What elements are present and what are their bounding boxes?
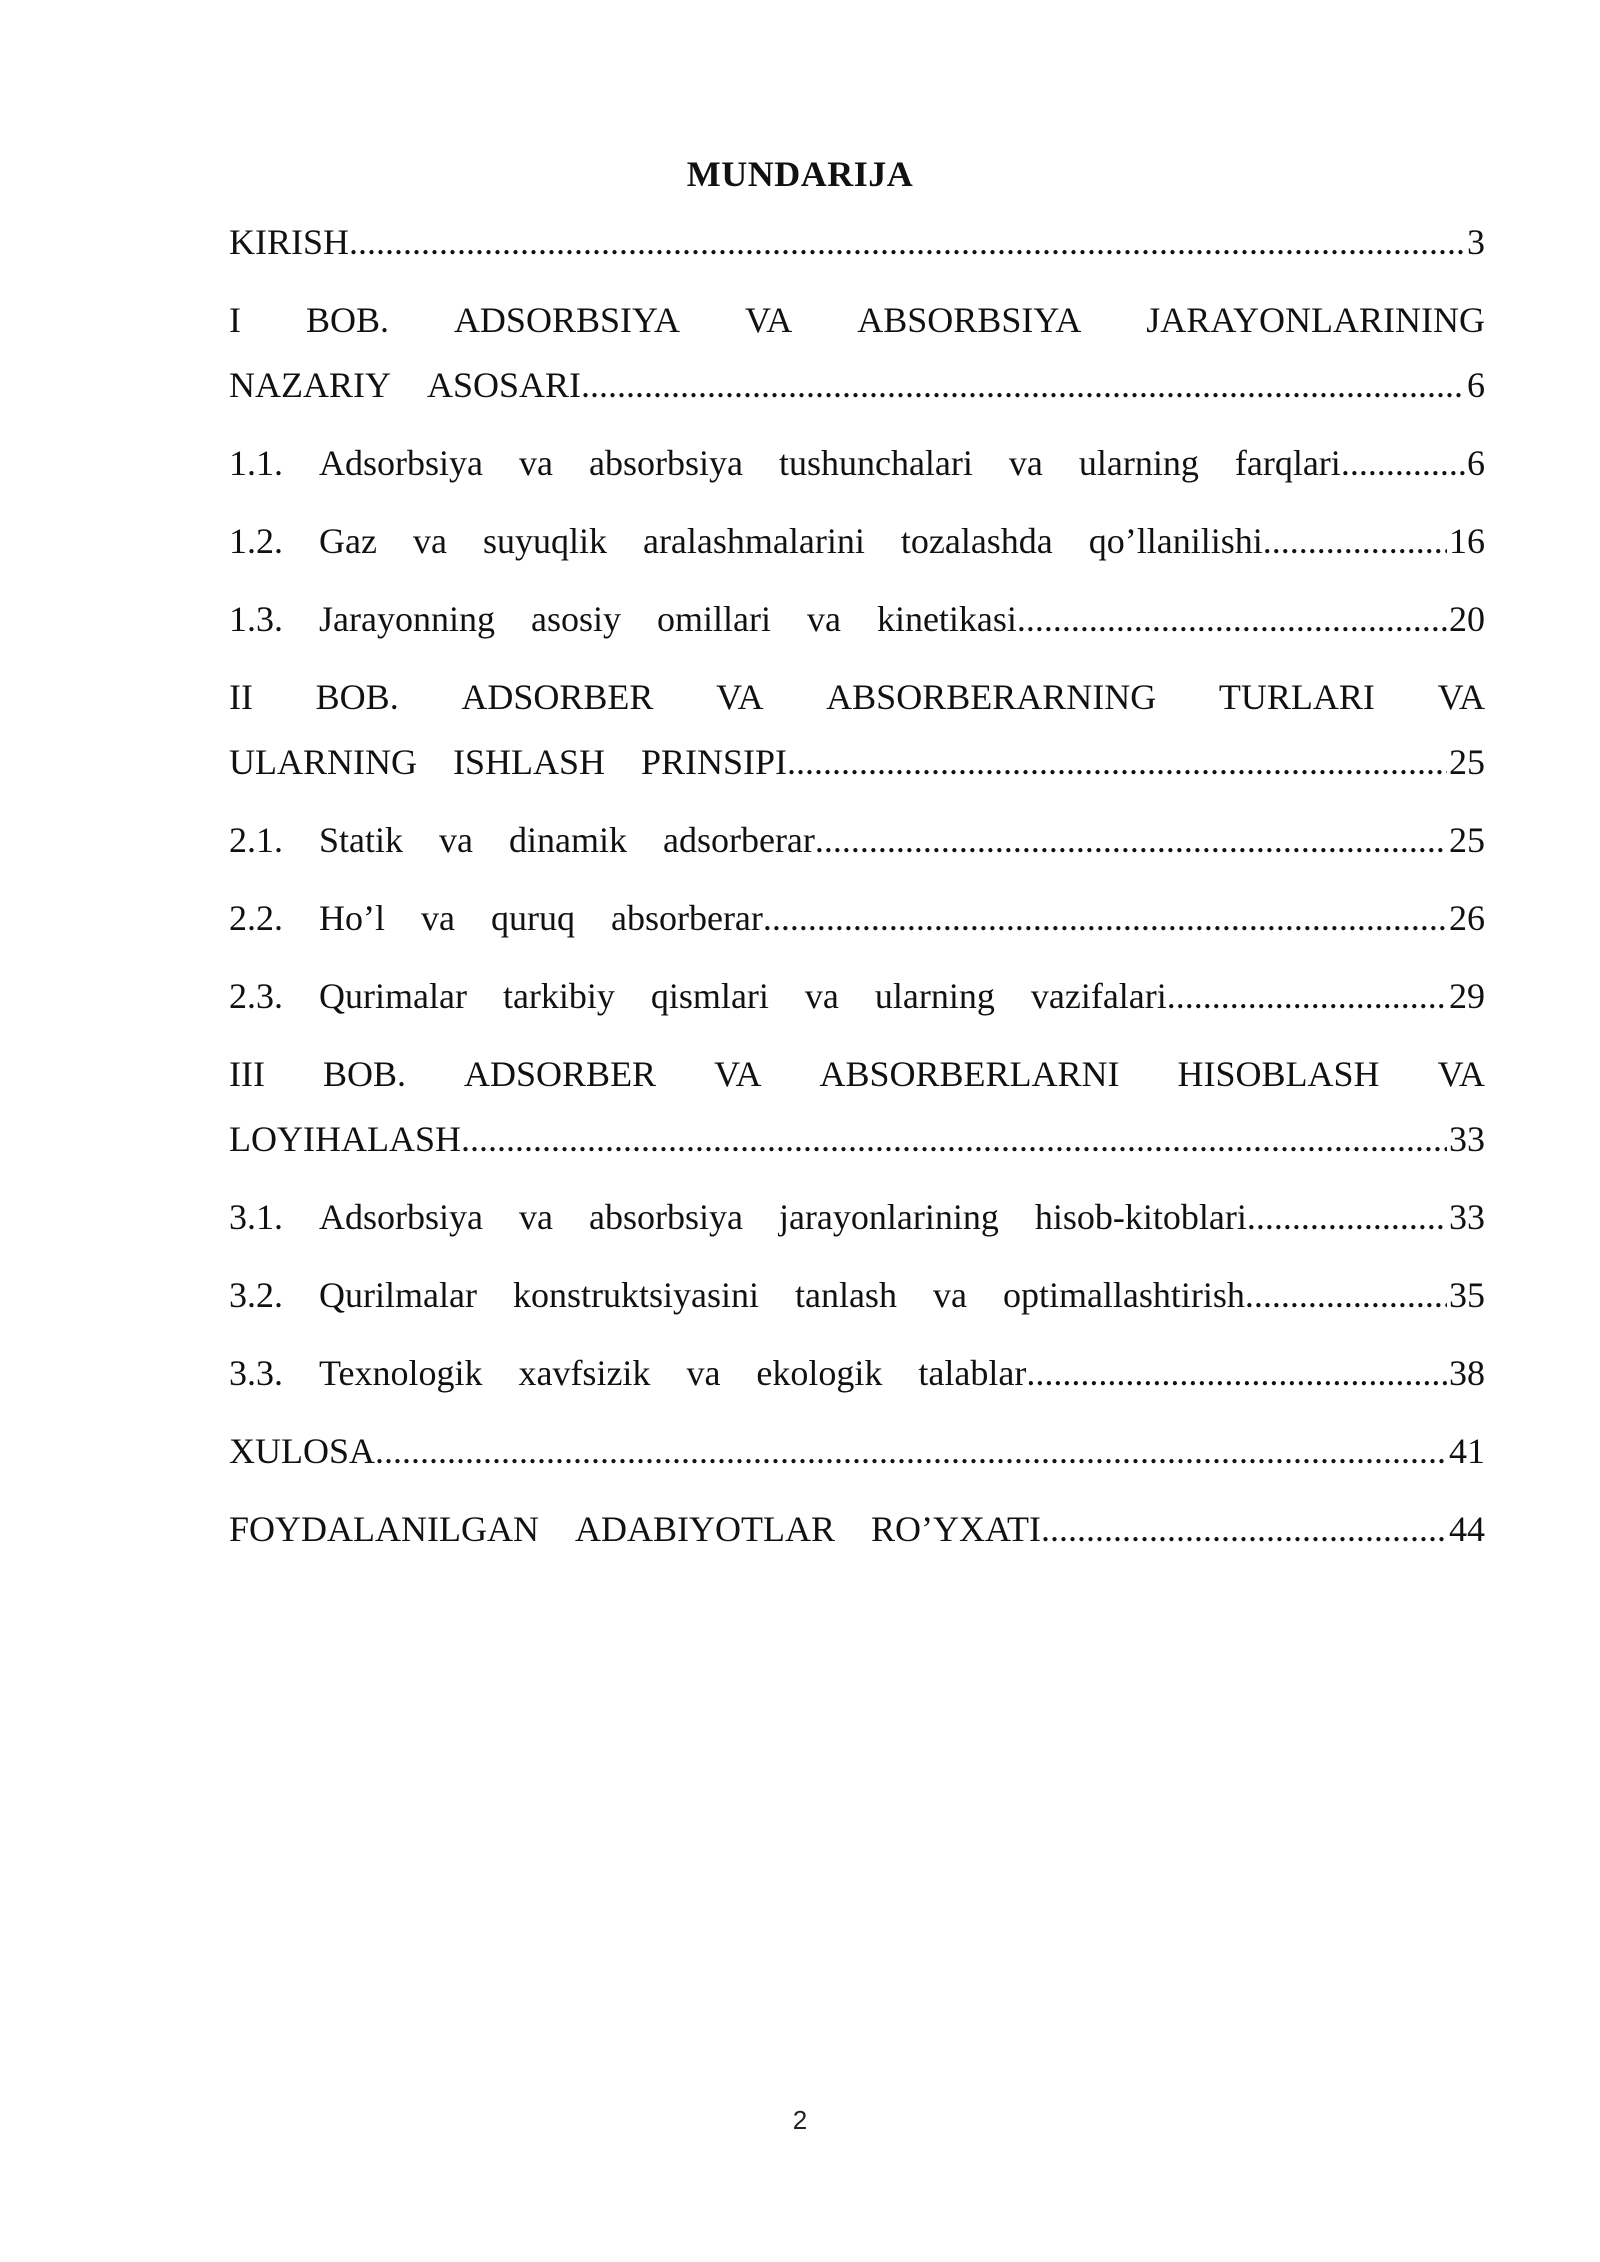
toc-entry-text [229,808,815,873]
toc-word: va [439,820,473,860]
toc-word: asosiy [530,599,621,639]
toc-entry[interactable] [229,210,1485,275]
entry-gap [229,275,1485,288]
toc-word: va [519,1197,553,1237]
toc-word: Texnologik [319,1353,483,1393]
toc-entry-line [229,730,1485,795]
toc-entry-text [229,886,763,951]
toc-word: 2.1. [229,820,283,860]
toc-entry-text [229,431,1341,496]
toc-word: optimallashtirish [1002,1275,1245,1315]
toc-word: va [804,976,839,1016]
toc-entry[interactable] [229,886,1485,951]
toc-word: BOB. [305,300,389,340]
toc-entry-text [229,1185,1247,1250]
toc-word: II [229,677,253,717]
toc-entry-text [229,353,581,418]
toc-page-number: 20 [1449,599,1485,639]
toc-entry-text [229,1341,1026,1406]
toc-entry-text [229,509,1263,574]
toc-word: va [421,898,455,938]
toc-word: va [519,443,553,483]
toc-word: va [412,521,447,561]
dot-leader [815,808,1447,873]
dot-leader [1341,431,1465,496]
toc-word: VA [716,677,764,717]
toc-word: PRINSIPI [641,742,788,782]
toc-entry[interactable] [229,288,1485,418]
toc-entry[interactable] [229,964,1485,1029]
toc-page-number: 6 [1467,443,1485,483]
toc-entry-text [229,1497,1041,1562]
toc-word: Jarayonning [319,599,495,639]
toc-word: ABSORBERARNING [826,677,1157,717]
toc-entry[interactable] [229,1185,1485,1250]
toc-word: farqlari [1234,443,1341,483]
toc-word: 3.1. [229,1197,283,1237]
toc-word: RO’YXATI [870,1509,1041,1549]
toc-entry-text [229,730,787,795]
toc-word: HISOBLASH [1177,1054,1380,1094]
toc-page-number: 29 [1449,976,1485,1016]
toc-page-number: 44 [1449,1509,1485,1549]
toc-entry-text [229,288,1485,353]
toc-entry-text [229,964,1167,1029]
toc-word: aralashmalarini [642,521,865,561]
toc-word: ABSORBERLARNI [819,1054,1120,1094]
toc-word: BOB. [322,1054,407,1094]
toc-word: 1.3. [229,599,283,639]
toc-word: ABSORBSIYA [857,300,1082,340]
toc-word: adsorberar [662,820,815,860]
dot-leader [461,1107,1447,1172]
entry-gap [229,1484,1485,1497]
toc-word: omillari [656,599,771,639]
dot-leader [787,730,1447,795]
toc-word: qo’llanilishi [1088,521,1263,561]
toc-word: va [932,1275,967,1315]
toc-word: Statik [319,820,404,860]
toc-word: va [686,1353,721,1393]
toc-word: III [229,1054,265,1094]
toc-word: 2.3. [229,976,283,1016]
toc-word: VA [744,300,793,340]
dot-leader [1247,1185,1447,1250]
toc-page-number: 3 [1467,222,1485,262]
toc-word: 1.2. [229,521,283,561]
dot-leader [1026,1341,1447,1406]
toc-entry-line [229,1185,1485,1250]
toc-word: 3.3. [229,1353,283,1393]
entry-gap [229,795,1485,808]
entry-gap [229,1250,1485,1263]
toc-entry-line [229,964,1485,1029]
dot-leader [375,1419,1447,1484]
toc-entry[interactable] [229,509,1485,574]
dot-leader [1263,509,1447,574]
entry-gap [229,418,1485,431]
toc-page-number: 33 [1449,1197,1485,1237]
toc-word: kinetikasi [876,599,1017,639]
toc-entry-text [229,665,1485,730]
entry-gap [229,1029,1485,1042]
toc-word: ularning [874,976,995,1016]
toc-entry[interactable] [229,1263,1485,1328]
toc-word: ADABIYOTLAR [574,1509,835,1549]
toc-entry-text [229,1042,1485,1107]
dot-leader [1041,1497,1447,1562]
toc-word: dinamik [509,820,627,860]
toc-word: FOYDALANILGAN [229,1509,539,1549]
toc-entry-text [229,587,1017,652]
toc-word: suyuqlik [482,521,607,561]
toc-title: MUNDARIJA [686,154,914,194]
toc-word: ULARNING [229,742,417,782]
toc-page-number: 25 [1449,742,1485,782]
toc-word: ADSORBSIYA [453,300,680,340]
toc-entry-line [229,288,1485,353]
toc-word: LOYIHALASH [229,1119,461,1159]
toc-entry-line [229,509,1485,574]
toc-entry-line [229,431,1485,496]
toc-word: xavfsizik [518,1353,651,1393]
toc-word: tushunchalari [778,443,973,483]
toc-word: quruq [490,898,575,938]
toc-entry-text [229,1263,1245,1328]
toc-entry-line [229,886,1485,951]
toc-word: Adsorbsiya [319,443,483,483]
toc-word: NAZARIY [229,365,391,405]
toc-word: Qurilmalar [319,1275,477,1315]
toc-word: 2.2. [229,898,283,938]
toc-entry[interactable] [229,665,1485,795]
toc-entry[interactable] [229,1341,1485,1406]
toc-word: hisob-kitoblari [1034,1197,1247,1237]
toc-word: absorbsiya [588,1197,743,1237]
entry-gap [229,496,1485,509]
toc-word: tozalashda [900,521,1053,561]
entry-gap [229,1328,1485,1341]
toc-word: ekologik [756,1353,883,1393]
toc-word: Ho’l [319,898,385,938]
toc-word: vazifalari [1030,976,1167,1016]
toc-word: talablar [918,1353,1027,1393]
entry-gap [229,574,1485,587]
toc-word: absorberar [610,898,763,938]
toc-entry-line [229,1107,1485,1172]
toc-entry-line [229,587,1485,652]
toc-entry-line [229,808,1485,873]
page-number: 2 [792,2105,808,2135]
toc-entry-line [229,1341,1485,1406]
toc-word: 1.1. [229,443,283,483]
toc-word: Adsorbsiya [319,1197,483,1237]
toc-word: BOB. [315,677,399,717]
toc-word: ADSORBER [464,1054,657,1094]
toc-word: Qurimalar [319,976,467,1016]
dot-leader [1017,587,1447,652]
dot-leader [581,353,1465,418]
toc-entry-line [229,353,1485,418]
toc-entry-line [229,665,1485,730]
toc-entry-text [229,1107,461,1172]
toc-entry[interactable] [229,431,1485,496]
toc-word: jarayonlarining [778,1197,999,1237]
toc-page-number: 41 [1449,1431,1485,1471]
toc-entry[interactable] [229,587,1485,652]
toc-entry-line [229,1042,1485,1107]
toc-entry-line [229,210,1485,275]
toc-entry-line [229,1419,1485,1484]
toc-page-number: 33 [1449,1119,1485,1159]
toc-word: ADSORBER [461,677,654,717]
toc-entry[interactable] [229,1042,1485,1172]
toc-word: VA [714,1054,762,1094]
toc-word: KIRISH [229,222,350,262]
entry-gap [229,1172,1485,1185]
entry-gap [229,1406,1485,1419]
toc-word: konstruktsiyasini [512,1275,759,1315]
entry-gap [229,951,1485,964]
toc-word: va [806,599,841,639]
toc-entry-text [229,1419,375,1484]
toc-page-number: 35 [1449,1275,1485,1315]
toc-word: ASOSARI [426,365,582,405]
toc-word: absorbsiya [588,443,743,483]
toc-word: ISHLASH [452,742,605,782]
table-of-contents [229,210,1485,1562]
toc-entry-text [229,210,349,275]
dot-leader [1167,964,1447,1029]
toc-word: VA [1437,1054,1485,1094]
dot-leader [763,886,1447,951]
toc-page-number: 38 [1449,1353,1485,1393]
toc-word: 3.2. [229,1275,283,1315]
toc-word: JARAYONLARINING [1146,300,1485,340]
toc-word: qismlari [650,976,769,1016]
toc-entry-line [229,1497,1485,1562]
toc-word: tanlash [794,1275,897,1315]
toc-page-number: 6 [1467,365,1485,405]
toc-entry[interactable] [229,808,1485,873]
toc-word: ularning [1078,443,1199,483]
entry-gap [229,873,1485,886]
entry-gap [229,652,1485,665]
toc-word: XULOSA [229,1431,376,1471]
toc-word: tarkibiy [502,976,615,1016]
dot-leader [1245,1263,1447,1328]
toc-word: I [229,300,241,340]
toc-word: VA [1437,677,1485,717]
toc-word: va [1008,443,1043,483]
toc-entry[interactable] [229,1497,1485,1562]
toc-word: Gaz [319,521,377,561]
toc-page-number: 16 [1449,521,1485,561]
dot-leader [349,210,1465,275]
toc-page-number: 25 [1449,820,1485,860]
toc-page-number: 26 [1449,898,1485,938]
toc-word: TURLARI [1218,677,1375,717]
toc-entry-line [229,1263,1485,1328]
toc-entry[interactable] [229,1419,1485,1484]
